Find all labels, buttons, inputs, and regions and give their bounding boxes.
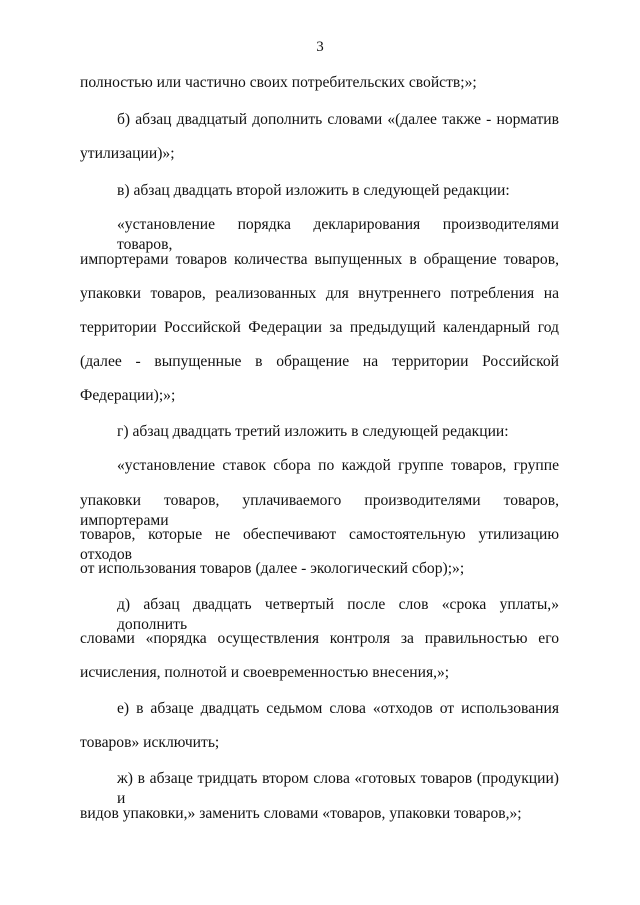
text-line: Федерации);»;: [80, 387, 176, 404]
text-line: исчисления, полнотой и своевременностью внесения,»;: [80, 664, 450, 681]
text-line: упаковки товаров, реализованных для внутреннего потребления на: [80, 285, 559, 302]
text-line: е) в абзаце двадцать седьмом слова «отходов от использования: [117, 700, 559, 717]
text-line: утилизации)»;: [80, 145, 175, 162]
page-number: 3: [316, 39, 324, 55]
text-line: товаров, которые не обеспечивают самостоятельную утилизацию отходов: [80, 526, 559, 563]
text-line: полностью или частично своих потребительских свойств;»;: [80, 74, 477, 91]
text-line: видов упаковки,» заменить словами «товаров, упаковки товаров,»;: [80, 805, 522, 822]
text-line: от использования товаров (далее - экологический сбор);»;: [80, 560, 465, 577]
text-line: территории Российской Федерации за предыдущий календарный год: [80, 319, 559, 336]
text-line: г) абзац двадцать третий изложить в следующей редакции:: [117, 423, 509, 440]
text-line: товаров» исключить;: [80, 734, 220, 751]
text-line: (далее - выпущенные в обращение на территории Российской: [80, 353, 559, 370]
text-line: «установление порядка декларирования производителями товаров,: [117, 216, 559, 253]
text-line: д) абзац двадцать четвертый после слов «срока уплаты,» дополнить: [117, 596, 559, 633]
text-line: б) абзац двадцатый дополнить словами «(далее также - норматив: [117, 111, 559, 128]
text-line: ж) в абзаце тридцать втором слова «готовых товаров (продукции) и: [117, 770, 559, 807]
text-line: «установление ставок сбора по каждой группе товаров, группе: [117, 457, 559, 474]
text-line: в) абзац двадцать второй изложить в следующей редакции:: [117, 182, 510, 199]
text-line: импортерами товаров количества выпущенных в обращение товаров,: [80, 251, 559, 268]
text-line: словами «порядка осуществления контроля за правильностью его: [80, 630, 559, 647]
text-line: упаковки товаров, уплачиваемого производителями товаров, импортерами: [80, 492, 559, 529]
